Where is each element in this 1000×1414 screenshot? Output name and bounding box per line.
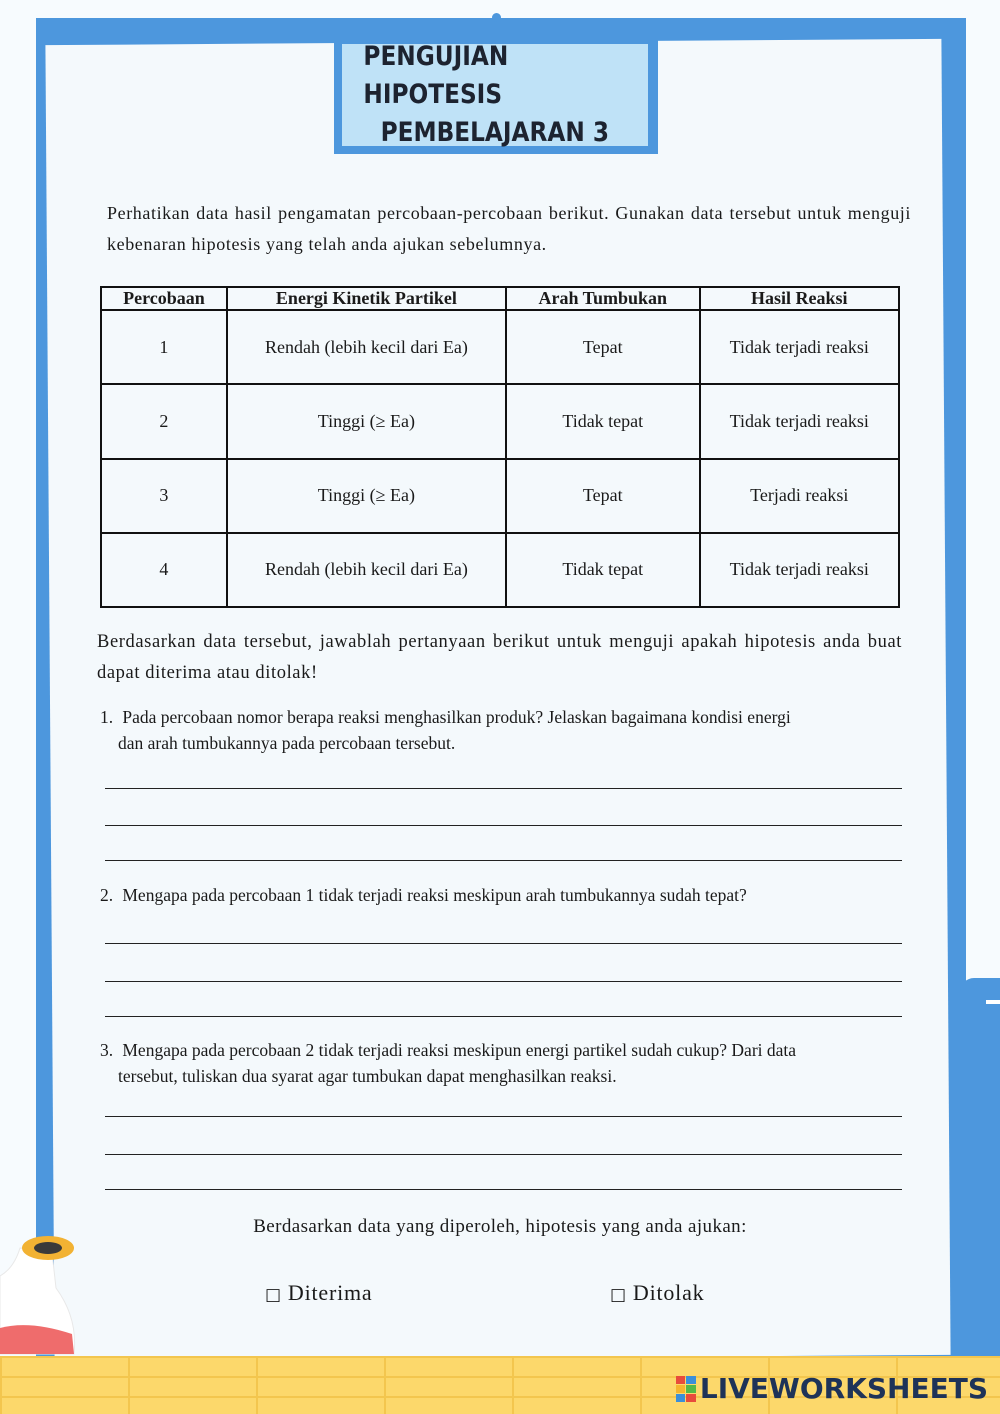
observation-table: [100, 286, 900, 608]
answer-line[interactable]: [105, 1116, 902, 1117]
intro-paragraph: Perhatikan data hasil pengamatan percobaan-percobaan berikut. Gunakan data tersebut untuk menguji kebenaran hipotesis yang telah anda ajukan sebelumnya.: [107, 203, 911, 254]
question-number: 2.: [100, 885, 114, 905]
table-row: [101, 533, 899, 607]
answer-line[interactable]: [105, 943, 902, 944]
frame-side-tab: [960, 978, 1000, 1358]
logo-blocks-icon: [676, 1376, 696, 1402]
table-cell: Tidak terjadi reaksi: [700, 384, 899, 458]
table-cell: 2: [101, 384, 227, 458]
header-arah-tumbukan: Arah Tumbukan: [506, 287, 700, 310]
answer-line[interactable]: [105, 1154, 902, 1155]
answer-line[interactable]: [105, 825, 902, 826]
table-row: [101, 459, 899, 533]
pin-icon: [492, 13, 501, 22]
flask-icon: [0, 1228, 80, 1358]
question-text-cont: tersebut, tuliskan dua syarat agar tumbukan dapat menghasilkan reaksi.: [118, 1066, 617, 1086]
conclusion-prompt: Berdasarkan data yang diperoleh, hipotesis yang anda ajukan:: [253, 1216, 747, 1237]
question-3: [100, 1037, 900, 1089]
table-cell: Tepat: [506, 310, 700, 384]
table-cell: Tinggi (≥ Ea): [227, 459, 506, 533]
question-1: [100, 704, 900, 756]
answer-line[interactable]: [105, 1189, 902, 1190]
table-cell: 3: [101, 459, 227, 533]
instruction-paragraph: Berdasarkan data tersebut, jawablah pertanyaan berikut untuk menguji apakah hipotesis anda buat dapat diterima atau ditolak!: [97, 632, 902, 683]
table-cell: Tidak tepat: [506, 384, 700, 458]
question-number: 3.: [100, 1040, 114, 1060]
option-ditolak[interactable]: [610, 1280, 704, 1306]
brand-name: LIVEWORKSHEETS: [699, 1372, 988, 1405]
header-energi-kinetik: Energi Kinetik Partikel: [227, 287, 506, 310]
option-diterima[interactable]: [265, 1280, 372, 1306]
title-line-1: PENGUJIAN HIPOTESIS: [363, 41, 509, 110]
answer-line[interactable]: [105, 1016, 902, 1017]
question-text-cont: dan arah tumbukannya pada percobaan tersebut.: [118, 733, 456, 753]
table-row: [101, 384, 899, 458]
title-line-2: PEMBELAJARAN 3: [380, 117, 610, 148]
checkbox-icon[interactable]: □: [265, 1285, 282, 1305]
table-cell: Rendah (lebih kecil dari Ea): [227, 310, 506, 384]
page-title: [342, 41, 648, 148]
liveworksheets-logo[interactable]: [676, 1372, 988, 1405]
checkbox-icon[interactable]: □: [610, 1285, 627, 1305]
table-cell: Rendah (lebih kecil dari Ea): [227, 533, 506, 607]
table-cell: 4: [101, 533, 227, 607]
header-percobaan: Percobaan: [101, 287, 227, 310]
question-text: Mengapa pada percobaan 1 tidak terjadi reaksi meskipun arah tumbukannya sudah tepat?: [122, 885, 747, 905]
table-cell: Tidak terjadi reaksi: [700, 533, 899, 607]
question-number: 1.: [100, 707, 114, 727]
answer-line[interactable]: [105, 788, 902, 789]
table-row: [101, 310, 899, 384]
table-cell: Terjadi reaksi: [700, 459, 899, 533]
table-header-row: [101, 287, 899, 310]
header-hasil-reaksi: Hasil Reaksi: [700, 287, 899, 310]
frame-notch: [986, 1000, 1000, 1004]
option-label: Ditolak: [632, 1280, 705, 1305]
question-text: Mengapa pada percobaan 2 tidak terjadi reaksi meskipun energi partikel sudah cukup? Dari data: [122, 1040, 797, 1060]
question-text: Pada percobaan nomor berapa reaksi menghasilkan produk? Jelaskan bagaimana kondisi energi: [122, 707, 791, 727]
table-cell: Tinggi (≥ Ea): [227, 384, 506, 458]
table-cell: 1: [101, 310, 227, 384]
table-cell: Tidak terjadi reaksi: [700, 310, 899, 384]
table-cell: Tepat: [506, 459, 700, 533]
option-label: Diterima: [287, 1280, 373, 1305]
answer-line[interactable]: [105, 981, 902, 982]
table-cell: Tidak tepat: [506, 533, 700, 607]
question-2: [100, 882, 900, 908]
answer-line[interactable]: [105, 860, 902, 861]
